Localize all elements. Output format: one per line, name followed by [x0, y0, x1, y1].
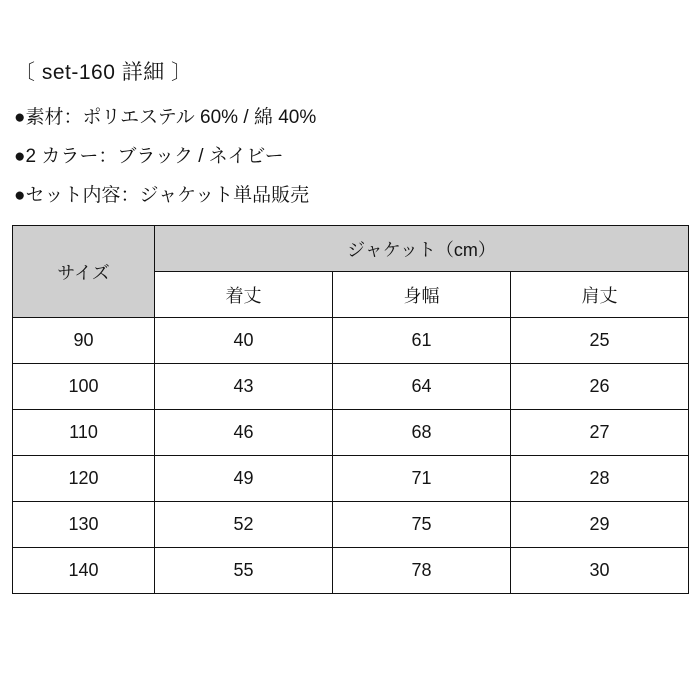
- cell-katatake: 26: [511, 364, 689, 410]
- cell-size: 90: [13, 318, 155, 364]
- subheader-katatake: 肩丈: [511, 272, 689, 318]
- cell-mihaba: 61: [333, 318, 511, 364]
- cell-mihaba: 71: [333, 456, 511, 502]
- size-chart-table: [12, 225, 689, 594]
- cell-mihaba: 78: [333, 548, 511, 594]
- spec-list: [14, 108, 688, 205]
- header-jacket-group: ジャケット（cm）: [155, 226, 689, 272]
- spec-item-colors: ●2 カラー：ブラック / ネイビー: [14, 146, 284, 167]
- cell-kitake: 40: [155, 318, 333, 364]
- cell-mihaba: 64: [333, 364, 511, 410]
- cell-size: 110: [13, 410, 155, 456]
- cell-kitake: 55: [155, 548, 333, 594]
- spec-item-material: ●素材：ポリエステル 60% / 綿 40%: [14, 107, 317, 128]
- cell-size: 140: [13, 548, 155, 594]
- cell-size: 130: [13, 502, 155, 548]
- cell-kitake: 46: [155, 410, 333, 456]
- cell-kitake: 49: [155, 456, 333, 502]
- cell-katatake: 27: [511, 410, 689, 456]
- page-title: 〔 set-160 詳細 〕: [14, 61, 193, 84]
- header-size: サイズ: [13, 226, 155, 318]
- cell-size: 120: [13, 456, 155, 502]
- cell-kitake: 52: [155, 502, 333, 548]
- table-row: [13, 456, 689, 502]
- cell-katatake: 25: [511, 318, 689, 364]
- table-row: [13, 410, 689, 456]
- cell-mihaba: 75: [333, 502, 511, 548]
- cell-katatake: 29: [511, 502, 689, 548]
- table-row: [13, 318, 689, 364]
- table-row: [13, 502, 689, 548]
- cell-kitake: 43: [155, 364, 333, 410]
- table-row: [13, 364, 689, 410]
- cell-mihaba: 68: [333, 410, 511, 456]
- spec-item-set-contents: ●セット内容：ジャケット単品販売: [14, 185, 310, 206]
- subheader-kitake: 着丈: [155, 272, 333, 318]
- cell-katatake: 30: [511, 548, 689, 594]
- subheader-mihaba: 身幅: [333, 272, 511, 318]
- cell-size: 100: [13, 364, 155, 410]
- cell-katatake: 28: [511, 456, 689, 502]
- table-row: [13, 548, 689, 594]
- table-header-row: [13, 226, 689, 272]
